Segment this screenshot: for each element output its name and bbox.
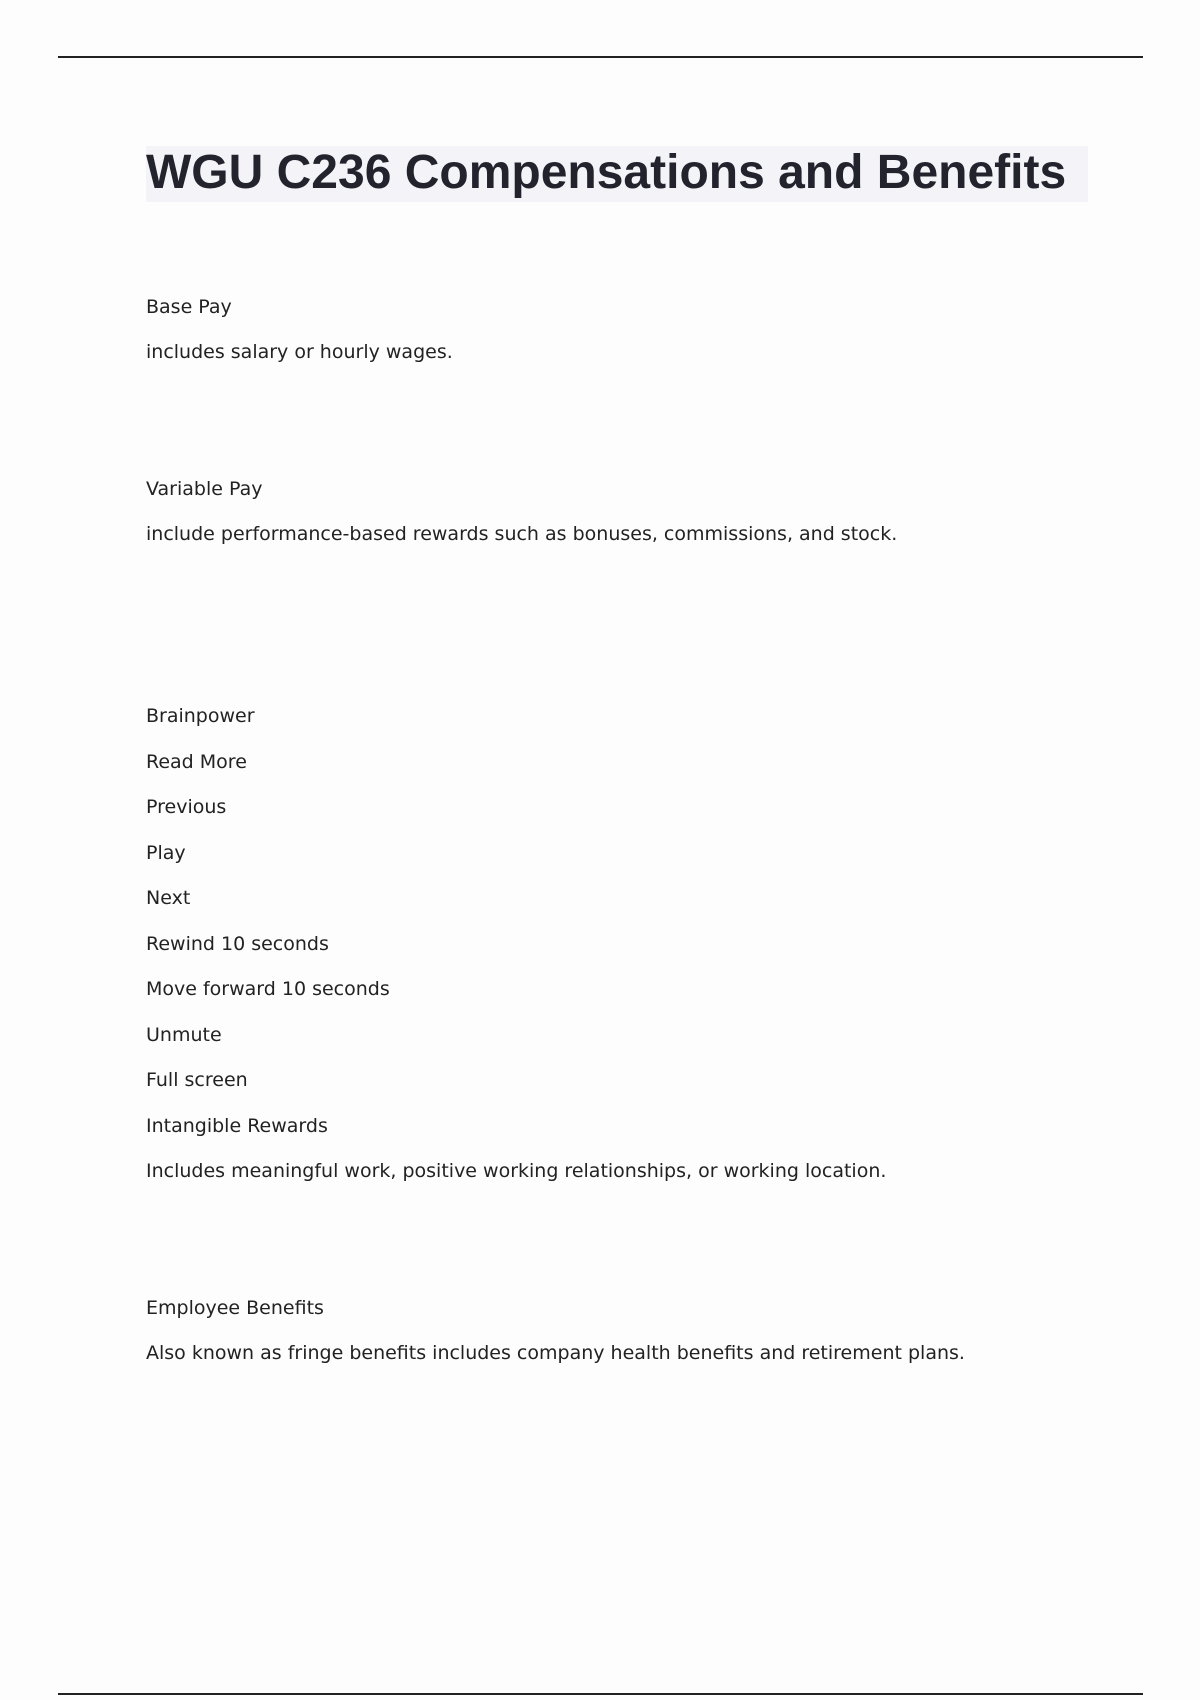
term-employee-benefits: Employee Benefits: [146, 1297, 324, 1319]
term-base-pay: Base Pay: [146, 296, 232, 318]
next-text: Next: [146, 887, 191, 909]
definition-employee-benefits: Also known as fringe benefits includes company health benefits and retirement plans.: [146, 1342, 965, 1364]
unmute-text: Unmute: [146, 1024, 222, 1046]
play-text: Play: [146, 842, 186, 864]
definition-base-pay: includes salary or hourly wages.: [146, 341, 453, 363]
page-title: WGU C236 Compensations and Benefits: [146, 146, 1067, 199]
forward-text: Move forward 10 seconds: [146, 978, 390, 1000]
term-intangible-rewards: Intangible Rewards: [146, 1115, 328, 1137]
read-more-text: Read More: [146, 751, 247, 773]
rewind-text: Rewind 10 seconds: [146, 933, 329, 955]
term-brainpower: Brainpower: [146, 705, 255, 727]
definition-intangible-rewards: Includes meaningful work, positive working relationships, or working location.: [146, 1160, 887, 1182]
term-variable-pay: Variable Pay: [146, 478, 263, 500]
definition-variable-pay: include performance-based rewards such as bonuses, commissions, and stock.: [146, 523, 898, 545]
top-rule: [58, 56, 1143, 58]
bottom-rule: [58, 1693, 1143, 1695]
previous-text: Previous: [146, 796, 227, 818]
full-screen-text: Full screen: [146, 1069, 248, 1091]
